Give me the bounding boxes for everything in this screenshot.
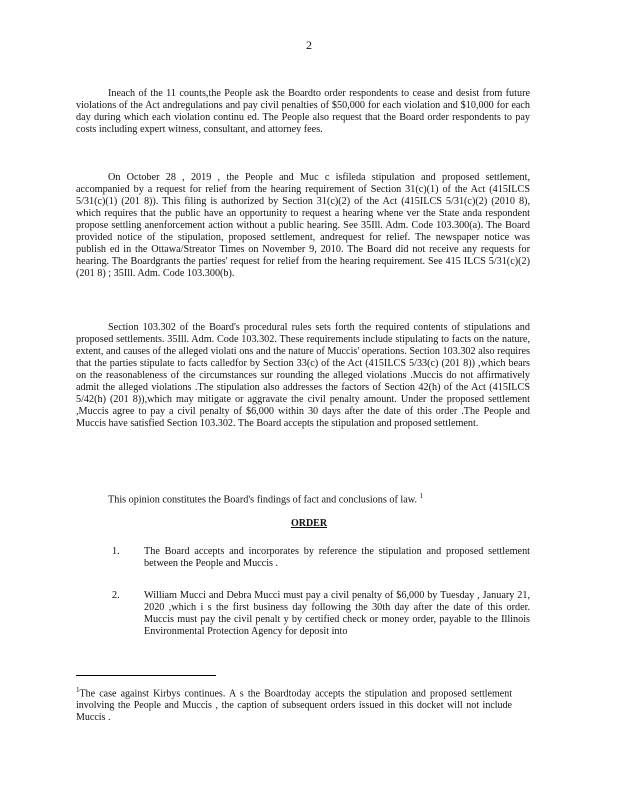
order-item-text: William Mucci and Debra Mucci must pay a civil penalty of $6,000 by Tuesday , January 21, 2020 ,which i s the first business day following the 30th day after the date of this order. Muccis must pay the civil penalt y by certified check or money order, payable to the Illinois Environmental Protection Agency for deposit into [144, 590, 530, 637]
order-item-text: The Board accepts and incorporates by reference the stipulation and proposed settlement between the People and Muccis . [144, 546, 530, 569]
order-heading [0, 518, 618, 529]
footnote-marker: 1 [419, 492, 424, 500]
paragraph-section-103-302: Section 103.302 of the Board's procedural rules sets forth the required contents of stipulations and proposed settlements. 35Ill. Adm. Code 103.302. These requirements include stipulating to facts on the nature, extent, and causes of the alleged violati ons and the nature of Muccis' operations. Section 103.302 also requires that the parties stipulate to facts calledfor by Section 33(c) of the Act (415ILCS 5/33(c) (201 8)) ,which bears on the reasonableness of the circumstances sur rounding the alleged violations .Muccis do not affirmatively admit the alleged violations .The stipulation also addresses the factors of Section 42(h) of the Act (415ILCS 5/42(h) (201 8)),which may mitigate or aggravate the civil penalty amount. Under the proposed settlement ,Muccis agree to pay a civil penalty of $6,000 within 30 days after the date of this order .The People and Muccis have satisfied Section 103.302. The Board accepts the stipulation and proposed settlement. [76, 322, 530, 429]
paragraph-counts: Ineach of the 11 counts,the People ask the Boardto order respondents to cease and desist from future violations of the Act andregulations and pay civil penalties of $50,000 for each violation and $10,000 for each day during which each violation continu ed. The People also request that the Board order respondents to pay costs including expert witness, consultant, and attorney fees. [76, 88, 530, 135]
order-heading-text: ORDER [290, 518, 328, 529]
footnote-text: The case against Kirbys continues. A s the Boardtoday accepts the stipulation and proposed settlement involving the People and Muccis , the caption of subsequent orders issued in this docket will not include Muccis . [76, 688, 512, 724]
paragraph-opinion [76, 490, 530, 506]
page-number: 2 [306, 38, 312, 52]
footnote-divider [76, 675, 216, 676]
footnote [76, 684, 512, 724]
footnote-number: 1 [76, 686, 80, 694]
opinion-text: This opinion constitutes the Board's findings of fact and conclusions of law. [108, 494, 418, 506]
paragraph-stipulation-filing: On October 28 , 2019 , the People and Muc c isfileda stipulation and proposed settlement, accompanied by a request for relief from the hearing requirement of Section 31(c)(1) of the Act (415ILCS 5/31(c)(1) (201 8)). This filing is authorized by Section 31(c)(2) of the Act (415ILCS 5/31(c)(2) (2010 8), which requires that the public have an opportunity to request a hearing whene ver the State anda respondent propose settling anenforcement action without a public hearing. See 35Ill. Adm. Code 103.300(a). The Board provided notice of the stipulation, proposed settlement, andrequest for relief. The newspaper notice was publish ed in the Ottawa/Streator Times on November 9, 2010. The Board did not receive any requests for hearing. The Boardgrants the parties' request for relief from the hearing requirement. See 415 ILCS 5/31(c)(2) (201 8) ; 35Ill. Adm. Code 103.300(b). [76, 172, 530, 279]
order-item-number: 1. [112, 546, 120, 557]
order-item-number: 2. [112, 590, 120, 601]
